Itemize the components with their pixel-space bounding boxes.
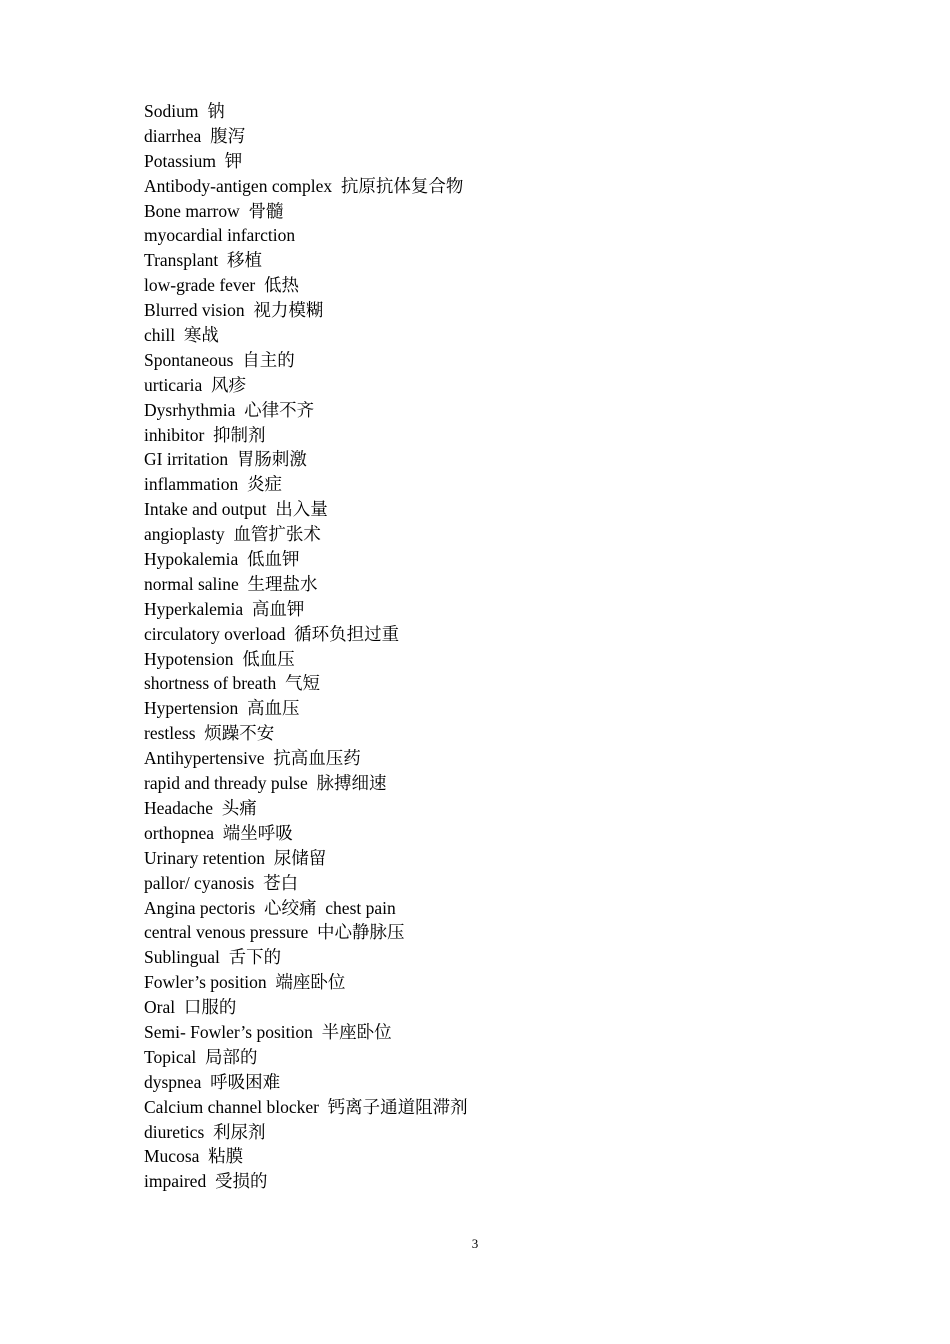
vocabulary-item: circulatory overload 循环负担过重	[144, 623, 400, 644]
vocabulary-item: GI irritation 胃肠刺激	[144, 449, 307, 470]
vocabulary-item: rapid and thready pulse 脉搏细速	[144, 773, 387, 794]
vocabulary-item: Hyperkalemia 高血钾	[144, 598, 305, 619]
vocabulary-item: Spontaneous 自主的	[144, 349, 295, 370]
vocabulary-item: pallor/ cyanosis 苍白	[144, 872, 299, 893]
vocabulary-item: Sublingual 舌下的	[144, 947, 282, 968]
vocabulary-item: myocardial infarction	[144, 225, 296, 246]
vocabulary-item: Antihypertensive 抗高血压药	[144, 748, 361, 769]
vocabulary-item: Semi- Fowler’s position 半座卧位	[144, 1021, 392, 1042]
vocabulary-item: central venous pressure 中心静脉压	[144, 922, 405, 943]
vocabulary-item: diarrhea 腹泻	[144, 125, 246, 146]
page-number: 3	[471, 1236, 479, 1251]
vocabulary-item: Bone marrow 骨髓	[144, 200, 284, 221]
vocabulary-item: Topical 局部的	[144, 1046, 258, 1067]
vocabulary-item: Potassium 钾	[144, 150, 243, 171]
vocabulary-item: normal saline 生理盐水	[144, 573, 318, 594]
vocabulary-item: chill 寒战	[144, 325, 219, 346]
vocabulary-item: Antibody-antigen complex 抗原抗体复合物	[144, 175, 464, 196]
vocabulary-item: Oral 口服的	[144, 997, 237, 1018]
vocabulary-item: Hypokalemia 低血钾	[144, 549, 300, 570]
vocabulary-item: Mucosa 粘膜	[144, 1146, 244, 1167]
vocabulary-item: Dysrhythmia 心律不齐	[144, 399, 315, 420]
vocabulary-item: low-grade fever 低热	[144, 275, 300, 296]
vocabulary-item: Urinary retention 尿储留	[144, 847, 327, 868]
vocabulary-item: inhibitor 抑制剂	[144, 424, 266, 445]
vocabulary-item: Sodium 钠	[144, 101, 225, 121]
vocabulary-item: angioplasty 血管扩张术	[144, 524, 321, 545]
vocabulary-item: restless 烦躁不安	[144, 723, 275, 744]
vocabulary-list	[144, 99, 468, 1194]
vocabulary-item: diuretics 利尿剂	[144, 1121, 266, 1142]
vocabulary-item: Hypotension 低血压	[144, 648, 295, 669]
vocabulary-item: Fowler’s position 端座卧位	[144, 972, 346, 993]
vocabulary-item: orthopnea 端坐呼吸	[144, 822, 293, 843]
vocabulary-item: shortness of breath 气短	[144, 673, 320, 694]
vocabulary-item: Angina pectoris 心绞痛 chest pain	[144, 897, 396, 918]
vocabulary-item: Calcium channel blocker 钙离子通道阻滞剂	[144, 1096, 468, 1117]
vocabulary-item: inflammation 炎症	[144, 474, 283, 495]
vocabulary-item: Headache 头痛	[144, 797, 257, 818]
vocabulary-item: Transplant 移植	[144, 250, 262, 271]
vocabulary-item: impaired 受损的	[144, 1171, 268, 1192]
vocabulary-item: Intake and output 出入量	[144, 499, 328, 520]
vocabulary-item: dyspnea 呼吸困难	[144, 1071, 281, 1092]
vocabulary-item: urticaria 风疹	[144, 374, 247, 395]
vocabulary-item: Blurred vision 视力模糊	[144, 300, 324, 321]
vocabulary-item: Hypertension 高血压	[144, 698, 300, 719]
